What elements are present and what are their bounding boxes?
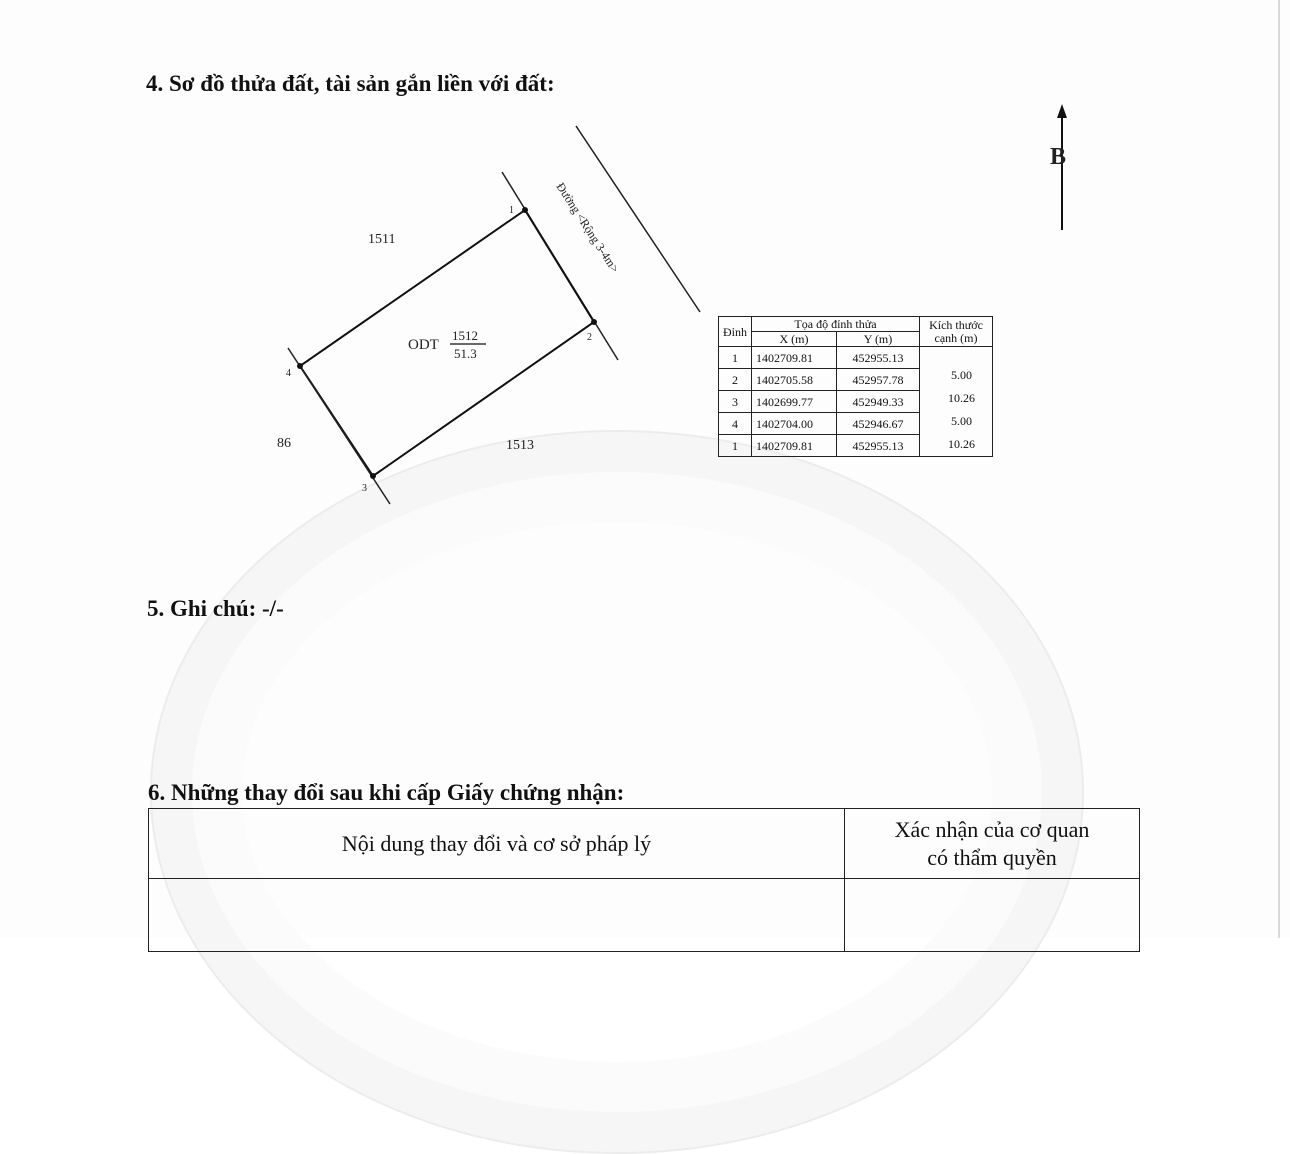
row-x: 1402709.81 (752, 435, 837, 457)
row-y: 452946.67 (837, 413, 920, 435)
edge-length: 10.26 (948, 391, 975, 405)
vertex-3-label: 3 (362, 483, 367, 494)
neighbor-parcel-left: 86 (277, 436, 291, 451)
header-coordinates: Tọa độ đỉnh thửa (752, 317, 920, 332)
row-x: 1402709.81 (752, 347, 837, 369)
changes-header-authority (845, 809, 1140, 879)
vertex-2-marker (591, 319, 597, 325)
row-vertex: 3 (719, 391, 752, 413)
authority-line-1: Xác nhận của cơ quan (894, 816, 1090, 842)
edge-length: 10.26 (948, 437, 975, 451)
vertex-3-marker (370, 473, 376, 479)
neighbor-parcel-top: 1511 (368, 232, 396, 247)
section-6-heading: 6. Những thay đổi sau khi cấp Giấy chứng nhận: (148, 780, 625, 805)
authority-line-2: có thẩm quyền (927, 844, 1057, 870)
left-boundary-line (288, 348, 390, 504)
changes-table (148, 808, 1140, 952)
row-x: 1402705.58 (752, 369, 837, 391)
edge-length: 5.00 (951, 414, 972, 428)
section-5-heading: 5. Ghi chú: -/- (147, 596, 284, 621)
road-label: Đường <Rộng 3-4m> (553, 180, 623, 276)
row-vertex: 2 (719, 369, 752, 391)
parcel-area: 51.3 (454, 346, 477, 361)
header-vertex: Đỉnh (719, 317, 752, 347)
row-y: 452949.33 (837, 391, 920, 413)
changes-authority-cell (845, 879, 1140, 952)
header-x: X (m) (752, 332, 837, 347)
row-vertex: 1 (719, 347, 752, 369)
vertex-2-label: 2 (587, 332, 592, 343)
row-y: 452955.13 (837, 435, 920, 457)
section-4-heading: 4. Sơ đồ thửa đất, tài sản gắn liền với đất: (146, 71, 555, 96)
north-label: B (1050, 144, 1067, 170)
row-vertex: 1 (719, 435, 752, 457)
header-y: Y (m) (837, 332, 920, 347)
row-x: 1402704.00 (752, 413, 837, 435)
vertex-1-marker (522, 207, 528, 213)
changes-content-cell (149, 879, 845, 952)
vertex-4-marker (297, 363, 303, 369)
vertex-4-label: 4 (286, 368, 291, 379)
row-x: 1402699.77 (752, 391, 837, 413)
row-y: 452955.13 (837, 347, 920, 369)
road-edge-line (576, 126, 700, 312)
neighbor-parcel-bottom: 1513 (506, 438, 534, 453)
row-vertex: 4 (719, 413, 752, 435)
edge-lengths (925, 364, 998, 456)
edge-length: 5.00 (951, 368, 972, 382)
parcel-number: 1512 (452, 328, 478, 343)
parcel-boundary (300, 210, 594, 476)
vertex-1-label: 1 (509, 205, 514, 216)
row-y: 452957.78 (837, 369, 920, 391)
header-edge-length: Kích thước cạnh (m) (920, 317, 993, 347)
changes-header-content: Nội dung thay đổi và cơ sở pháp lý (149, 809, 845, 879)
land-use-code: ODT (408, 337, 439, 353)
